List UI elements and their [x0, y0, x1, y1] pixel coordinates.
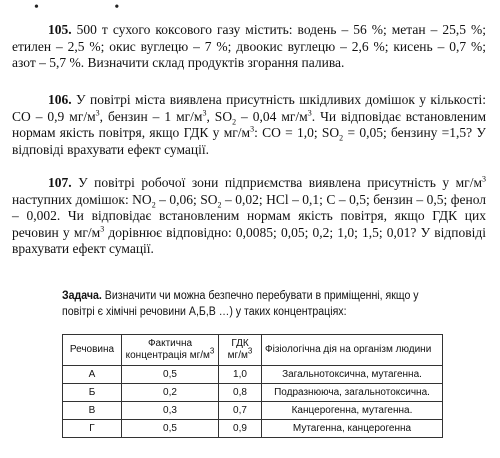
problem-107 [12, 175, 486, 258]
problem-105-text: 500 т сухого коксового газу містить: водень – 56 %; метан – 25,5 %; етилен – 2,5 %; окис вуглецю – 7 %; двоокис вуглецю – 2,6 %; кисень – 0,7 %; азот – 5,7 %. Визначити склад продуктів згорання палива. [12, 22, 487, 70]
header-actual-line1: Фактична [147, 338, 193, 349]
table-row [63, 366, 443, 384]
cell-actual: 0,2 [122, 384, 219, 402]
cell-substance: Г [63, 420, 122, 438]
cell-effect: Загальнотоксична, мутагенна. [262, 366, 443, 384]
header-effect: Фізіологічна дія на організм людини [262, 335, 443, 366]
header-mac [219, 335, 262, 366]
problem-106-text-7: = 0,05; бензину =1,5? У відповіді врахувати ефект сумації. [12, 125, 486, 157]
concentration-table [62, 334, 443, 438]
table-row [63, 402, 443, 420]
problem-107-sup-1: 3 [482, 174, 486, 184]
problem-105 [12, 22, 486, 72]
problem-106-sup-4: 3 [250, 124, 255, 134]
problem-107-text-4: – 0,02; HCl – 0,1; С – 0,5; бензин – 0,5; фенол – 0,002. Чи відповідає встановленим нормам якість повітря, якщо ГДК цих речовин у мг/м [12, 191, 486, 240]
problem-107-text-5: дорівнює відповідно: 0,0085; 0,05; 0,2; 1,0; 1,5; 0,01? У відповіді врахувати ефект сумації. [12, 224, 486, 256]
header-dots: • • [34, 0, 156, 15]
problem-106-text-5: . Чи відповідає встановленим нормам якість повітря, якщо ГДК у мг/м [12, 108, 486, 140]
cell-substance: А [63, 366, 122, 384]
problem-107-text-2: наступних домішок: NO [12, 191, 152, 207]
header-mac-line2: мг/м [227, 350, 248, 361]
problem-106-sup-2: 3 [202, 108, 207, 117]
problem-106 [12, 92, 486, 158]
problem-106-text-2: , бензин – 1 мг/м [99, 108, 203, 124]
table-header-row [63, 335, 443, 366]
problem-106-sup-3: 3 [307, 108, 312, 117]
cell-substance: Б [63, 384, 122, 402]
header-mac-line1: ГДК [231, 338, 249, 349]
problem-106-number: 106. [48, 92, 72, 107]
header-substance: Речовина [63, 335, 122, 366]
table-row [63, 420, 443, 438]
header-actual-sup: 3 [209, 346, 215, 356]
problem-106-text-4: – 0,04 мг/м [236, 108, 308, 124]
problem-106-text-3: , SO [206, 108, 233, 124]
problem-107-sup-2: 3 [100, 224, 105, 233]
header-actual-line2: концентрація мг/м [125, 350, 210, 361]
problem-106-text-6: : СО = 1,0; SO [254, 125, 340, 140]
cell-mac: 1,0 [219, 366, 262, 384]
task-statement [62, 289, 448, 320]
cell-effect: Канцерогенна, мутагенна. [262, 402, 443, 420]
cell-effect: Подразнюючa, загальнотоксична. [262, 384, 443, 402]
problem-106-sub-2: 2 [339, 133, 344, 143]
task-text: Визначити чи можна безпечно перебувати в приміщенні, якщо у повітрі є хімічні речовини А,Б,В …) у таких концентраціях: [62, 290, 419, 318]
problem-107-sub-2: 2 [217, 200, 222, 210]
table-row [63, 384, 443, 402]
task-label: Задача. [62, 290, 102, 302]
problem-106-sup-1: 3 [95, 108, 100, 117]
problem-106-text-1: У повітрі міста виявлена присутність шкідливих домішок у кількості: СО – 0,9 мг/м [12, 92, 486, 124]
problem-105-number: 105. [48, 22, 72, 37]
cell-actual: 0,5 [122, 420, 219, 438]
problem-107-text-1: У повітрі робочої зони підприємства виявлена присутність у мг/м [78, 175, 482, 190]
problem-107-number: 107. [48, 175, 72, 190]
cell-actual: 0,5 [122, 366, 219, 384]
problem-107-text-3: – 0,06; SO [155, 191, 218, 207]
cell-mac: 0,9 [219, 420, 262, 438]
cell-actual: 0,3 [122, 402, 219, 420]
problem-107-sub-1: 2 [151, 200, 156, 210]
header-mac-sup: 3 [247, 346, 253, 356]
header-actual-concentration [122, 335, 219, 366]
cell-mac: 0,7 [219, 402, 262, 420]
cell-effect: Мутагенна, канцерогенна [262, 420, 443, 438]
cell-mac: 0,8 [219, 384, 262, 402]
problem-106-sub-1: 2 [232, 117, 237, 127]
cell-substance: В [63, 402, 122, 420]
